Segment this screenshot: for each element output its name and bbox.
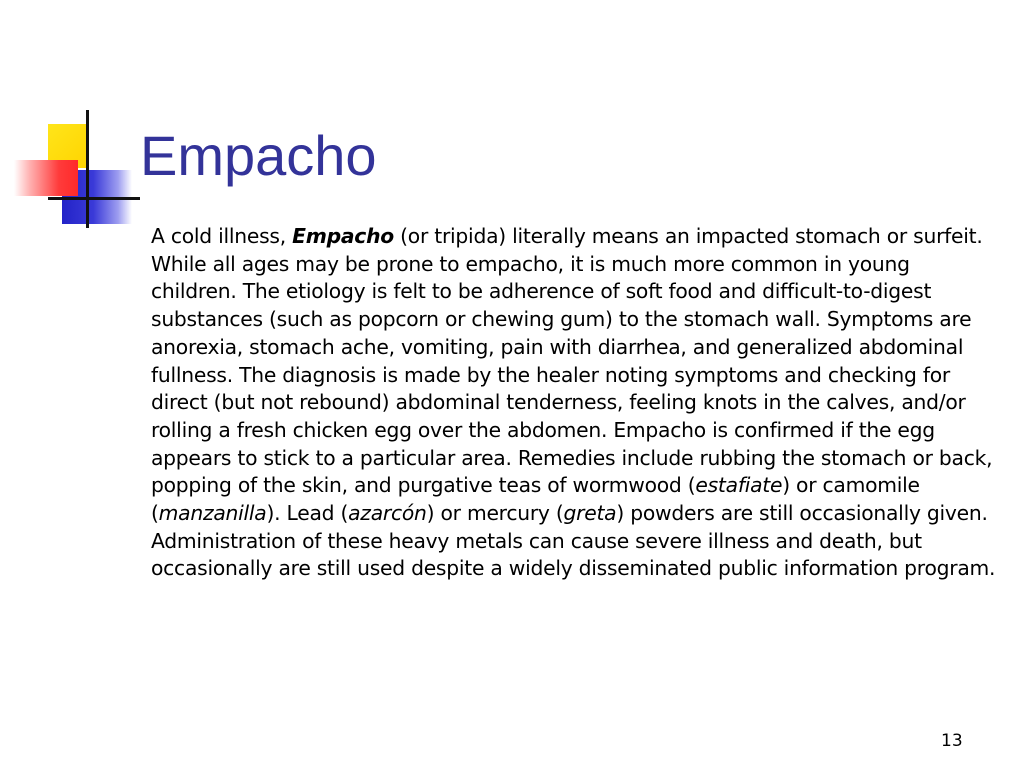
body-text-segment: ) powders are still occasionally given. Administration of these heavy metals can cause severe illness and death, but occasionally are still used despite a widely disseminated public information program. bbox=[151, 501, 996, 581]
body-text-segment: (or tripida) literally means an impacted stomach or surfeit. While all ages may be prone to empacho, it is much more common in young children. The etiology is felt to be adherence of soft food and difficult-to-digest substances (such as popcorn or chewing gum) to the stomach wall. Symptoms are anorexia, stomach ache, vomiting, pain with diarrhea, and generalized abdominal fullness. The diagnosis is made by the healer noting symptoms and checking for direct (but not rebound) abdominal tenderness, feeling knots in the calves, and/or rolling a fresh chicken egg over the abdomen. Empacho is confirmed if the egg appears to stick to a particular area. Remedies include rubbing the stomach or back, popping of the skin, and purgative teas of wormwood ( bbox=[151, 224, 993, 498]
horizontal-line-shape bbox=[48, 197, 140, 200]
body-text-segment: ). Lead ( bbox=[266, 501, 349, 526]
estafiate-term: estafiate bbox=[695, 473, 783, 498]
vertical-line-shape bbox=[86, 110, 89, 228]
slide-logo-decoration bbox=[0, 0, 150, 240]
body-text-segment: ) or camomile ( bbox=[151, 473, 920, 526]
azarcon-term: azarcón bbox=[348, 501, 427, 526]
red-square-shape bbox=[14, 160, 78, 196]
body-text-segment: A cold illness, bbox=[151, 224, 293, 248]
empacho-term: Empacho bbox=[292, 224, 394, 248]
greta-term: greta bbox=[563, 501, 617, 526]
manzanilla-term: manzanilla bbox=[158, 501, 267, 526]
body-text-segment: ) or mercury ( bbox=[426, 501, 564, 526]
slide-title: Empacho bbox=[140, 124, 377, 187]
page-number: 13 bbox=[941, 731, 963, 751]
slide-body-text bbox=[151, 223, 1001, 583]
